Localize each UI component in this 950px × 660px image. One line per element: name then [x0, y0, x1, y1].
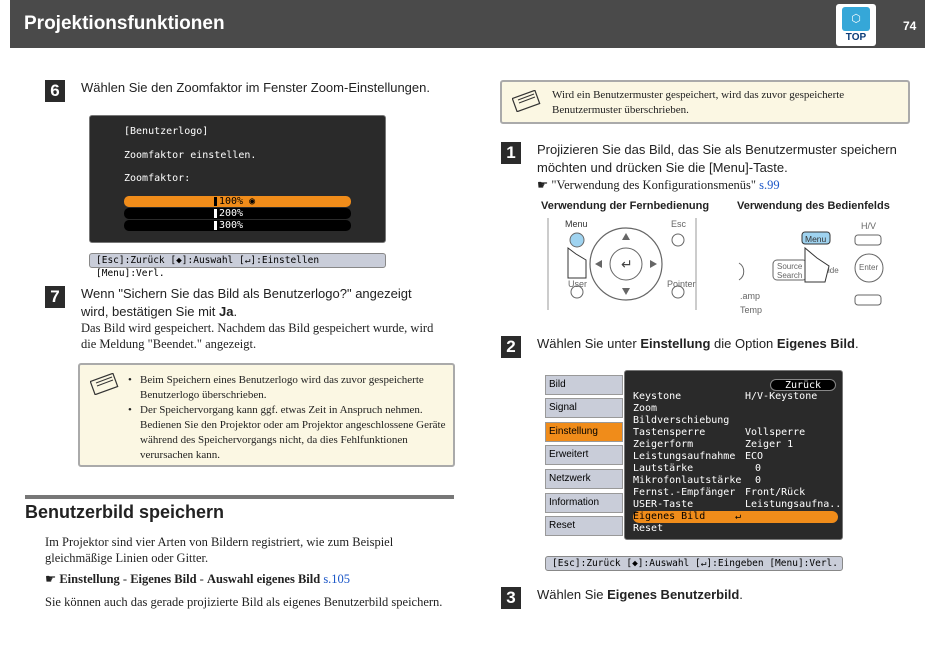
step-7-number: 7	[45, 286, 65, 308]
dialog-title: [Benutzerlogo]	[124, 126, 209, 137]
menu-tab-erweitert[interactable]: Erweitert	[545, 445, 623, 465]
step-6-text: Wählen Sie den Zoomfaktor im Fenster Zoom-Einstellungen.	[81, 80, 430, 95]
back-button[interactable]: Zurück	[770, 379, 836, 391]
panel-source-label: Source	[777, 262, 803, 271]
section-divider	[25, 495, 454, 499]
page-number: 74	[903, 19, 917, 33]
section-reference: ☛ Einstellung - Eigenes Bild - Auswahl eigenes Bild s.105	[45, 571, 351, 586]
note-icon	[90, 373, 120, 395]
note-list	[128, 373, 450, 463]
page-link[interactable]: s.99	[759, 178, 780, 192]
dialog-footer: [Esc]:Zurück [◆]:Auswahl [↵]:Einstellen [Menu]:Verl.	[89, 253, 386, 268]
remote-control-diagram	[546, 218, 716, 310]
step-7-body: Das Bild wird gespeichert. Nachdem das Bild gespeichert wurde, wird die Meldung "Beendet." angezeigt.	[81, 321, 434, 351]
note-text: Wird ein Benutzermuster gespeichert, wird das zuvor gespeicherte Benutzermuster überschrieben.	[552, 89, 845, 116]
note-box-right	[500, 80, 910, 124]
remote-user-label: User	[568, 279, 588, 289]
page-title: Projektionsfunktionen	[24, 13, 225, 34]
menu-footer: [Esc]:Zurück [◆]:Auswahl [↵]:Eingeben [Menu]:Verl.	[545, 556, 843, 571]
step-1-number: 1	[501, 142, 521, 164]
top-cube-icon: ⬡	[842, 7, 870, 31]
step-7-text: Wenn "Sichern Sie das Bild als Benutzerlogo?" angezeigt wird, bestätigen Sie mit Ja.	[81, 286, 412, 319]
page-link[interactable]: s.105	[323, 572, 351, 586]
section-para1: Im Projektor sind vier Arten von Bildern registriert, wie zum Beispiel gleichmäßige Linien oder Gitter.	[45, 535, 394, 565]
menu-row[interactable]: Leistungsaufnahme ECO	[633, 451, 764, 462]
step-3-text: Wählen Sie Eigenes Benutzerbild.	[537, 587, 743, 602]
menu-row[interactable]: Lautstärke 0	[633, 463, 762, 474]
panel-temp-label: Temp	[740, 305, 763, 315]
zoom-option-100[interactable]: 100% ◉	[124, 196, 351, 207]
dialog-line2: Zoomfaktor:	[124, 173, 191, 184]
remote-esc-label: Esc	[671, 219, 687, 229]
svg-text:↵: ↵	[621, 258, 633, 273]
panel-search-label: Search	[777, 271, 803, 280]
remote-pointer-label: Pointer	[667, 279, 696, 289]
menu-tab-einstellung[interactable]: Einstellung	[545, 422, 623, 442]
step-1-reference: ☛ "Verwendung des Konfigurationsmenüs" s.99	[537, 177, 780, 192]
step-2-number: 2	[501, 336, 521, 358]
zoom-dialog	[89, 115, 386, 243]
menu-tab-information[interactable]: Information	[545, 493, 623, 513]
menu-row[interactable]: Reset	[633, 523, 664, 534]
dialog-line1: Zoomfaktor einstellen.	[124, 150, 257, 161]
menu-row-eigenes-bild[interactable]: Eigenes Bild ↵	[633, 511, 838, 523]
top-label: TOP	[845, 32, 867, 43]
pointer-icon: ☛	[45, 571, 57, 586]
note-item: • Der Speichervorgang kann ggf. etwas Zeit in Anspruch nehmen. Bedienen Sie den Projektor oder am Projektor angeschlossene Geräte während des Speichervorgangs nicht, da dies Fehlfunktionen verursachen kann.	[128, 403, 450, 463]
enter-icon: ◉	[249, 196, 256, 207]
panel-hv-label: H/V	[861, 221, 877, 231]
step-6-number: 6	[45, 80, 65, 102]
section-title: Benutzerbild speichern	[25, 502, 225, 522]
panel-menu-label: Menu	[805, 234, 827, 244]
note-item: • Beim Speichern eines Benutzerlogo wird das zuvor gespeicherte Benutzerlogo überschrieben.	[128, 373, 450, 403]
menu-tab-signal[interactable]: Signal	[545, 398, 623, 418]
menu-tab-reset[interactable]: Reset	[545, 516, 623, 536]
panel-enter-label: Enter	[859, 263, 879, 272]
step-2-text: Wählen Sie unter Einstellung die Option Eigenes Bild.	[537, 336, 859, 351]
step-3-number: 3	[501, 587, 521, 609]
zoom-option-200[interactable]: 200%	[124, 208, 351, 219]
menu-row[interactable]: Tastensperre Vollsperre	[633, 427, 806, 438]
remote-menu-label: Menu	[565, 219, 588, 229]
menu-row[interactable]: Mikrofonlautstärke 0	[633, 475, 762, 486]
settings-menu	[624, 370, 848, 540]
section-para2: Sie können auch das gerade projizierte Bild als eigenes Benutzerbild speichern.	[45, 595, 443, 609]
remote-caption: Verwendung der Fernbedienung	[541, 200, 710, 212]
page-header	[10, 0, 925, 48]
note-icon	[512, 90, 542, 112]
menu-row[interactable]: Zoom	[633, 403, 658, 414]
note-box-left	[78, 363, 455, 467]
menu-tab-netzwerk[interactable]: Netzwerk	[545, 469, 623, 489]
zoom-option-300[interactable]: 300%	[124, 220, 351, 231]
panel-slide-label: ide	[828, 266, 839, 275]
menu-row[interactable]: Zeigerform Zeiger 1	[633, 439, 794, 450]
panel-caption: Verwendung des Bedienfelds	[737, 200, 890, 212]
menu-row[interactable]: USER-Taste Leistungsaufna...	[633, 499, 848, 510]
top-button[interactable]	[836, 4, 876, 46]
panel-lamp-label: .amp	[740, 291, 761, 301]
step-1-text: Projizieren Sie das Bild, das Sie als Benutzermuster speichern möchten und drücken Sie die [Menu]-Taste.	[537, 142, 897, 175]
menu-row[interactable]: Bildverschiebung	[633, 415, 730, 426]
menu-row[interactable]: Keystone H/V-Keystone	[633, 391, 818, 402]
pointer-icon: ☛	[537, 177, 549, 192]
menu-row[interactable]: Fernst.-Empfänger Front/Rück	[633, 487, 806, 498]
menu-tab-bild[interactable]: Bild	[545, 375, 623, 395]
